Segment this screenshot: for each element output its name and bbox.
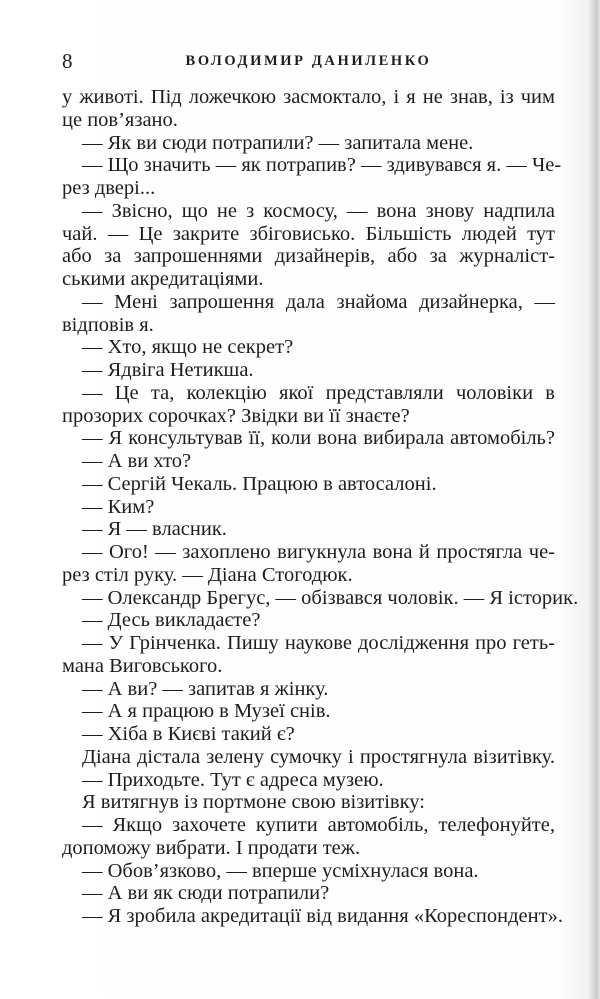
- text-line: — Хіба в Києві такий є?: [82, 723, 295, 745]
- text-line: у животі. Під ложечкою засмоктало, і я не знав, із чим: [62, 86, 555, 108]
- text-line: Я витягнув із портмоне свою візитівку:: [82, 791, 425, 814]
- text-line: прозорих сорочках? Звідки ви її знаєте?: [62, 404, 410, 427]
- text-line: — Це та, колекцію якої представляли чоловіки в: [82, 381, 555, 404]
- text-line: — Мені запрошення дала знайома дизайнерка, —: [82, 290, 555, 313]
- text-line: — Ядвіга Нетикша.: [82, 359, 254, 381]
- text-line: Діана дістала зелену сумочку і простягнула візитівку.: [82, 745, 555, 768]
- text-line: — Я — власник.: [82, 518, 227, 541]
- text-line: — Приходьте. Тут є адреса музею.: [82, 768, 384, 791]
- text-line: — А ви хто?: [82, 450, 192, 472]
- text-line: — Хто, якщо не секрет?: [82, 336, 294, 359]
- text-line: рез двері...: [62, 177, 156, 199]
- text-line: — Звісно, що не з космосу, — вона знову надпила: [82, 199, 555, 222]
- text-line: — Що значить — як потрапив? — здивувався я. — Че-: [82, 154, 562, 177]
- text-line: — А ви як сюди потрапили?: [82, 882, 330, 905]
- text-line: — Ким?: [82, 495, 155, 518]
- text-line: — Десь викладаєте?: [82, 609, 261, 632]
- text-line: або за запрошеннями дизайнерів, або за журналіст-: [62, 245, 555, 268]
- body-text: [62, 86, 579, 928]
- text-line: це пов’язано.: [62, 108, 178, 131]
- running-head-author: ВОЛОДИМИР ДАНИЛЕНКО: [185, 53, 432, 69]
- text-line: — Я консультував її, коли вона вибирала автомобіль?: [82, 427, 555, 450]
- text-line: ськими акредитаціями.: [62, 268, 264, 290]
- text-line: — Ого! — захоплено вигукнула вона й простягла че-: [82, 541, 555, 563]
- text-line: мана Виговського.: [62, 654, 223, 677]
- text-line: — Якщо захочете купити автомобіль, телефонуйте,: [82, 814, 555, 836]
- text-line: допоможу вибрати. І продати теж.: [62, 836, 361, 859]
- text-line: — Обов’язково, — вперше усміхнулася вона.: [82, 859, 479, 882]
- text-line: — У Грінченка. Пишу наукове дослідження про геть-: [82, 632, 555, 654]
- text-line: — А я працюю в Музеї снів.: [82, 700, 331, 723]
- text-line: — Я зробила акредитації від видання «Кореспондент».: [82, 905, 563, 927]
- text-line: — Сергій Чекаль. Працюю в автосалоні.: [82, 472, 437, 495]
- text-line: — А ви? — запитав я жінку.: [82, 677, 329, 700]
- text-line: відповів я.: [62, 313, 154, 336]
- text-line: — Олександр Брегус, — обізвався чоловік. — Я історик.: [82, 586, 579, 609]
- text-line: — Як ви сюди потрапили? — запитала мене.: [82, 131, 474, 154]
- page-number: 8: [62, 49, 73, 73]
- page-header: [62, 49, 555, 73]
- text-line: рез стіл руку. — Діана Стогодюк.: [62, 563, 353, 586]
- text-line: чай. — Це закрите збіговисько. Більшість людей тут: [62, 222, 555, 245]
